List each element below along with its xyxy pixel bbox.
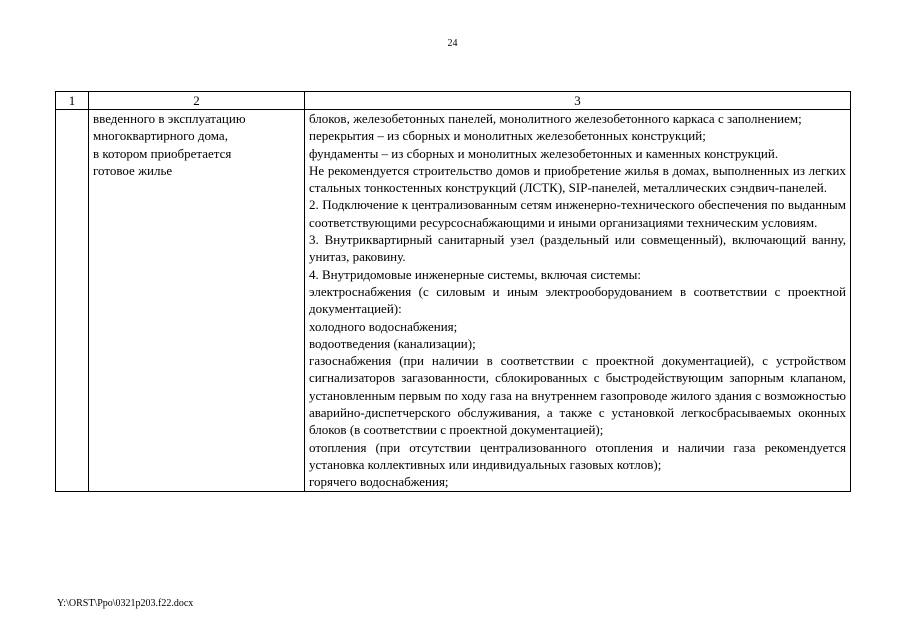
description-line: в котором приобретается (93, 145, 232, 161)
requirement-paragraph: 4. Внутридомовые инженерные системы, включая системы: (309, 266, 641, 282)
description-line: готовое жилье (93, 162, 173, 178)
document-file-path: Y:\ORST\Ppo\0321p203.f22.docx (57, 598, 194, 609)
requirement-paragraph: 2. Подключение к централизованным сетям инженерно-технического обеспечения по выданным соответствующими ресурсоснабжающими и иными организациями техническим условиям. (309, 197, 846, 230)
row-number-cell (56, 110, 89, 492)
page-number: 24 (447, 38, 458, 49)
requirement-paragraph: блоков, железобетонных панелей, монолитного железобетонного каркаса с заполнением; (309, 111, 802, 126)
column-header-3: 3 (305, 92, 851, 110)
column-header-1: 1 (56, 92, 89, 110)
object-description-cell (89, 110, 305, 492)
requirement-paragraph: газоснабжения (при наличии в соответствии с проектной документацией), с устройством сигнализаторов загазованности, сблокированных с быстродействующим запорным клапаном, установленным первым по ходу газа на внутреннем газопроводе жилого здания с возможностью аварийно-диспетчерского обслуживания, а также с установкой легкосбрасываемых оконных блоков (в соответствии с проектной документацией); (309, 353, 846, 438)
requirement-paragraph: Не рекомендуется строительство домов и приобретение жилья в домах, выполненных из легких стальных тонкостенных конструкций (ЛСТК), SIP-панелей, металлических сэндвич-панелей. (309, 162, 846, 196)
requirement-paragraph: перекрытия – из сборных и монолитных железобетонных конструкций; (309, 128, 706, 144)
description-line: многоквартирного дома, (93, 128, 228, 144)
requirements-table (55, 91, 851, 492)
column-header-2: 2 (89, 92, 305, 110)
requirement-paragraph: 3. Внутриквартирный санитарный узел (раздельный или совмещенный), включающий ванну, унитаз, раковину. (309, 232, 846, 265)
requirement-paragraph: горячего водоснабжения; (309, 474, 449, 490)
requirement-paragraph: фундаменты – из сборных и монолитных железобетонных и каменных конструкций. (309, 145, 779, 161)
description-line: введенного в эксплуатацию (93, 111, 246, 126)
requirements-cell (305, 110, 851, 492)
requirement-paragraph: электроснабжения (с силовым и иным электрооборудованием в соответствии с проектной документацией): (309, 283, 846, 317)
requirement-paragraph: холодного водоснабжения; (309, 318, 458, 334)
requirement-paragraph: водоотведения (канализации); (309, 335, 476, 351)
table-row (56, 110, 851, 492)
requirement-paragraph: отопления (при отсутствии централизованного отопления и наличии газа рекомендуется установка коллективных или индивидуальных газовых котлов); (309, 439, 846, 472)
table-header-row (56, 92, 851, 110)
